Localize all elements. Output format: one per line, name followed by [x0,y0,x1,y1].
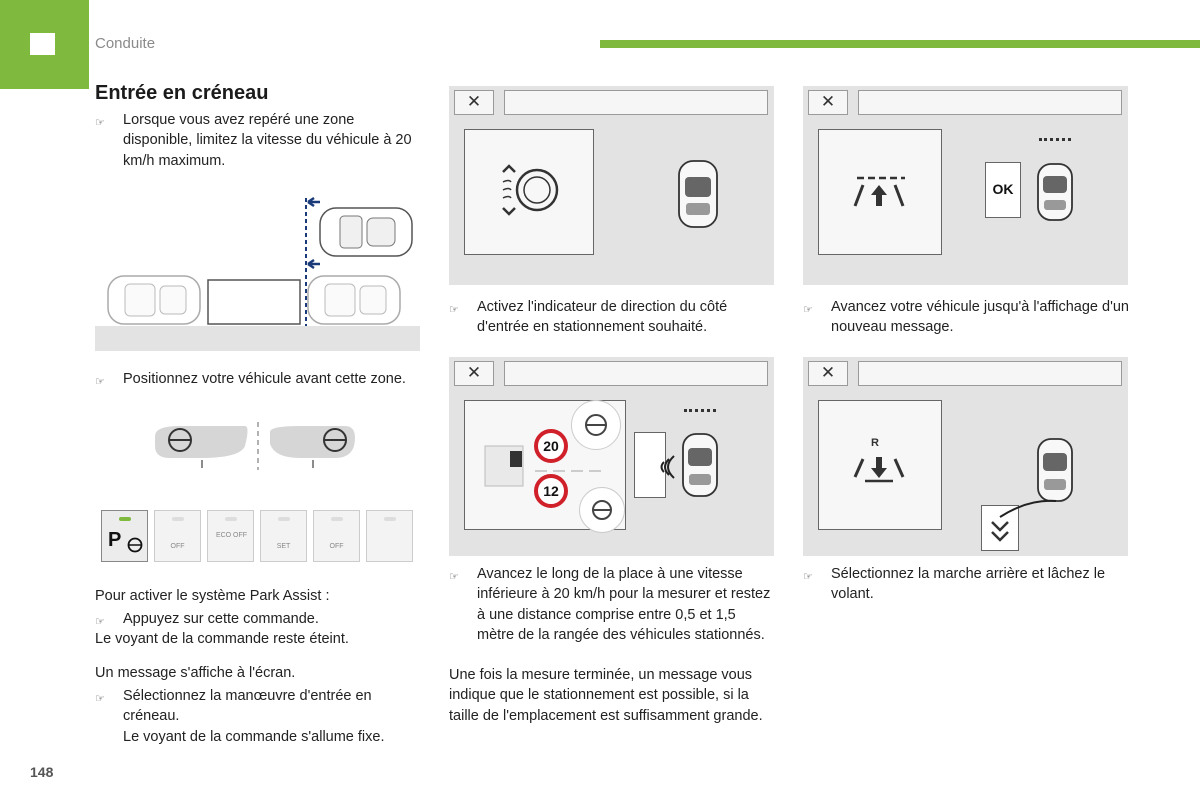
bullet-marker: ☞ [803,304,813,316]
park-assist-label: P [108,529,122,551]
button-label: OFF [170,543,185,550]
car-top-view [1036,162,1074,222]
button-label: ECO OFF [215,532,248,539]
bullet-marker: ☞ [95,376,105,388]
step-measure-space: Avancez le long de la place à une vitesse inférieure à 20 km/h pour la mesurer et restez à une distance comprise entre 0,5 et 1,5 mètre de la rangée des véhicules stationnés. [477,566,771,643]
bullet-marker: ☞ [95,693,105,705]
message-field [504,361,768,386]
bullet-marker: ☞ [95,616,105,628]
park-assist-intro: Pour activer le système Park Assist : [95,588,330,604]
ok-indicator: OK [985,162,1021,218]
screen-measuring [449,357,774,556]
step-select-manoeuvre: Sélectionnez la manœuvre d'entrée en créneau. [123,688,372,725]
measure-result-note: Une fois la mesure terminée, un message vous indique que le stationnement est possible, si la taille de l'emplacement est suffisamment grande. [449,667,763,724]
chapter-tab-square [30,33,55,55]
screen-inner-frame [464,129,594,255]
close-icon[interactable]: ✕ [454,90,494,115]
led-indicator [172,517,184,521]
child-lock-button[interactable] [366,510,413,562]
led-indicator [384,517,396,521]
close-icon[interactable]: ✕ [808,90,848,115]
step-activate-indicator: Activez l'indicateur de direction du côté d'entrée en stationnement souhaité. [477,299,728,336]
parking-sensors-off-button[interactable] [154,510,201,562]
steering-wheel-icon [571,400,621,450]
speed-sign-20: 20 [534,429,568,463]
car-top-view [681,432,719,498]
button-label: OFF [329,543,344,550]
sensor-waves-icon [654,452,676,482]
led-indicator [278,517,290,521]
message-note: Un message s'affiche à l'écran. [95,665,296,681]
car-top-view [677,159,719,229]
message-field [858,361,1122,386]
step-advance-vehicle: Avancez votre véhicule jusqu'à l'affichage d'un nouveau message. [831,299,1129,336]
step-limit-speed: Lorsque vous avez repéré une zone disponible, limitez la vitesse du véhicule à 20 km/h maximum. [123,112,412,169]
car-top-view [1036,437,1074,503]
page-title: Entrée en créneau [95,82,269,104]
message-field [504,90,768,115]
measure-dots [684,409,716,415]
led-indicator [225,517,237,521]
bullet-marker: ☞ [449,304,459,316]
close-icon[interactable]: ✕ [808,361,848,386]
message-field [858,90,1122,115]
led-indicator [331,517,343,521]
parking-approach-illustration [95,188,420,351]
steering-wheel-icon [579,487,625,533]
bullet-marker: ☞ [449,571,459,583]
section-label: Conduite [95,35,156,52]
button-label: SET [276,543,291,550]
header-rule [600,40,1200,48]
led-on-note: Le voyant de la commande s'allume fixe. [123,729,385,745]
screen-inner-frame [818,400,942,530]
led-off-note: Le voyant de la commande reste éteint. [95,631,349,647]
step-position-vehicle: Positionnez votre véhicule avant cette zone. [123,371,406,387]
turn-signal-illustration [150,418,360,473]
reverse-label: R [871,437,879,449]
bullet-marker: ☞ [95,117,105,129]
park-assist-button[interactable] [101,510,148,562]
steering-wheel-icon [127,537,143,553]
control-button-strip [97,508,417,563]
bullet-marker: ☞ [803,571,813,583]
screen-turn-signal [449,86,774,285]
step-select-reverse: Sélectionnez la marche arrière et lâchez le volant. [831,566,1106,603]
page-number: 148 [30,764,54,780]
measure-dots [1039,138,1071,144]
trajectory-line [998,497,1058,519]
screen-reverse [803,357,1128,556]
screen-advance [803,86,1128,285]
screen-inner-frame [818,129,942,255]
speed-sign-12: 12 [534,474,568,508]
led-indicator [119,517,131,521]
tyre-pressure-set-button[interactable] [260,510,307,562]
close-icon[interactable]: ✕ [454,361,494,386]
eco-off-button[interactable] [207,510,254,562]
step-press-button: Appuyez sur cette commande. [123,611,319,627]
alarm-off-button[interactable] [313,510,360,562]
